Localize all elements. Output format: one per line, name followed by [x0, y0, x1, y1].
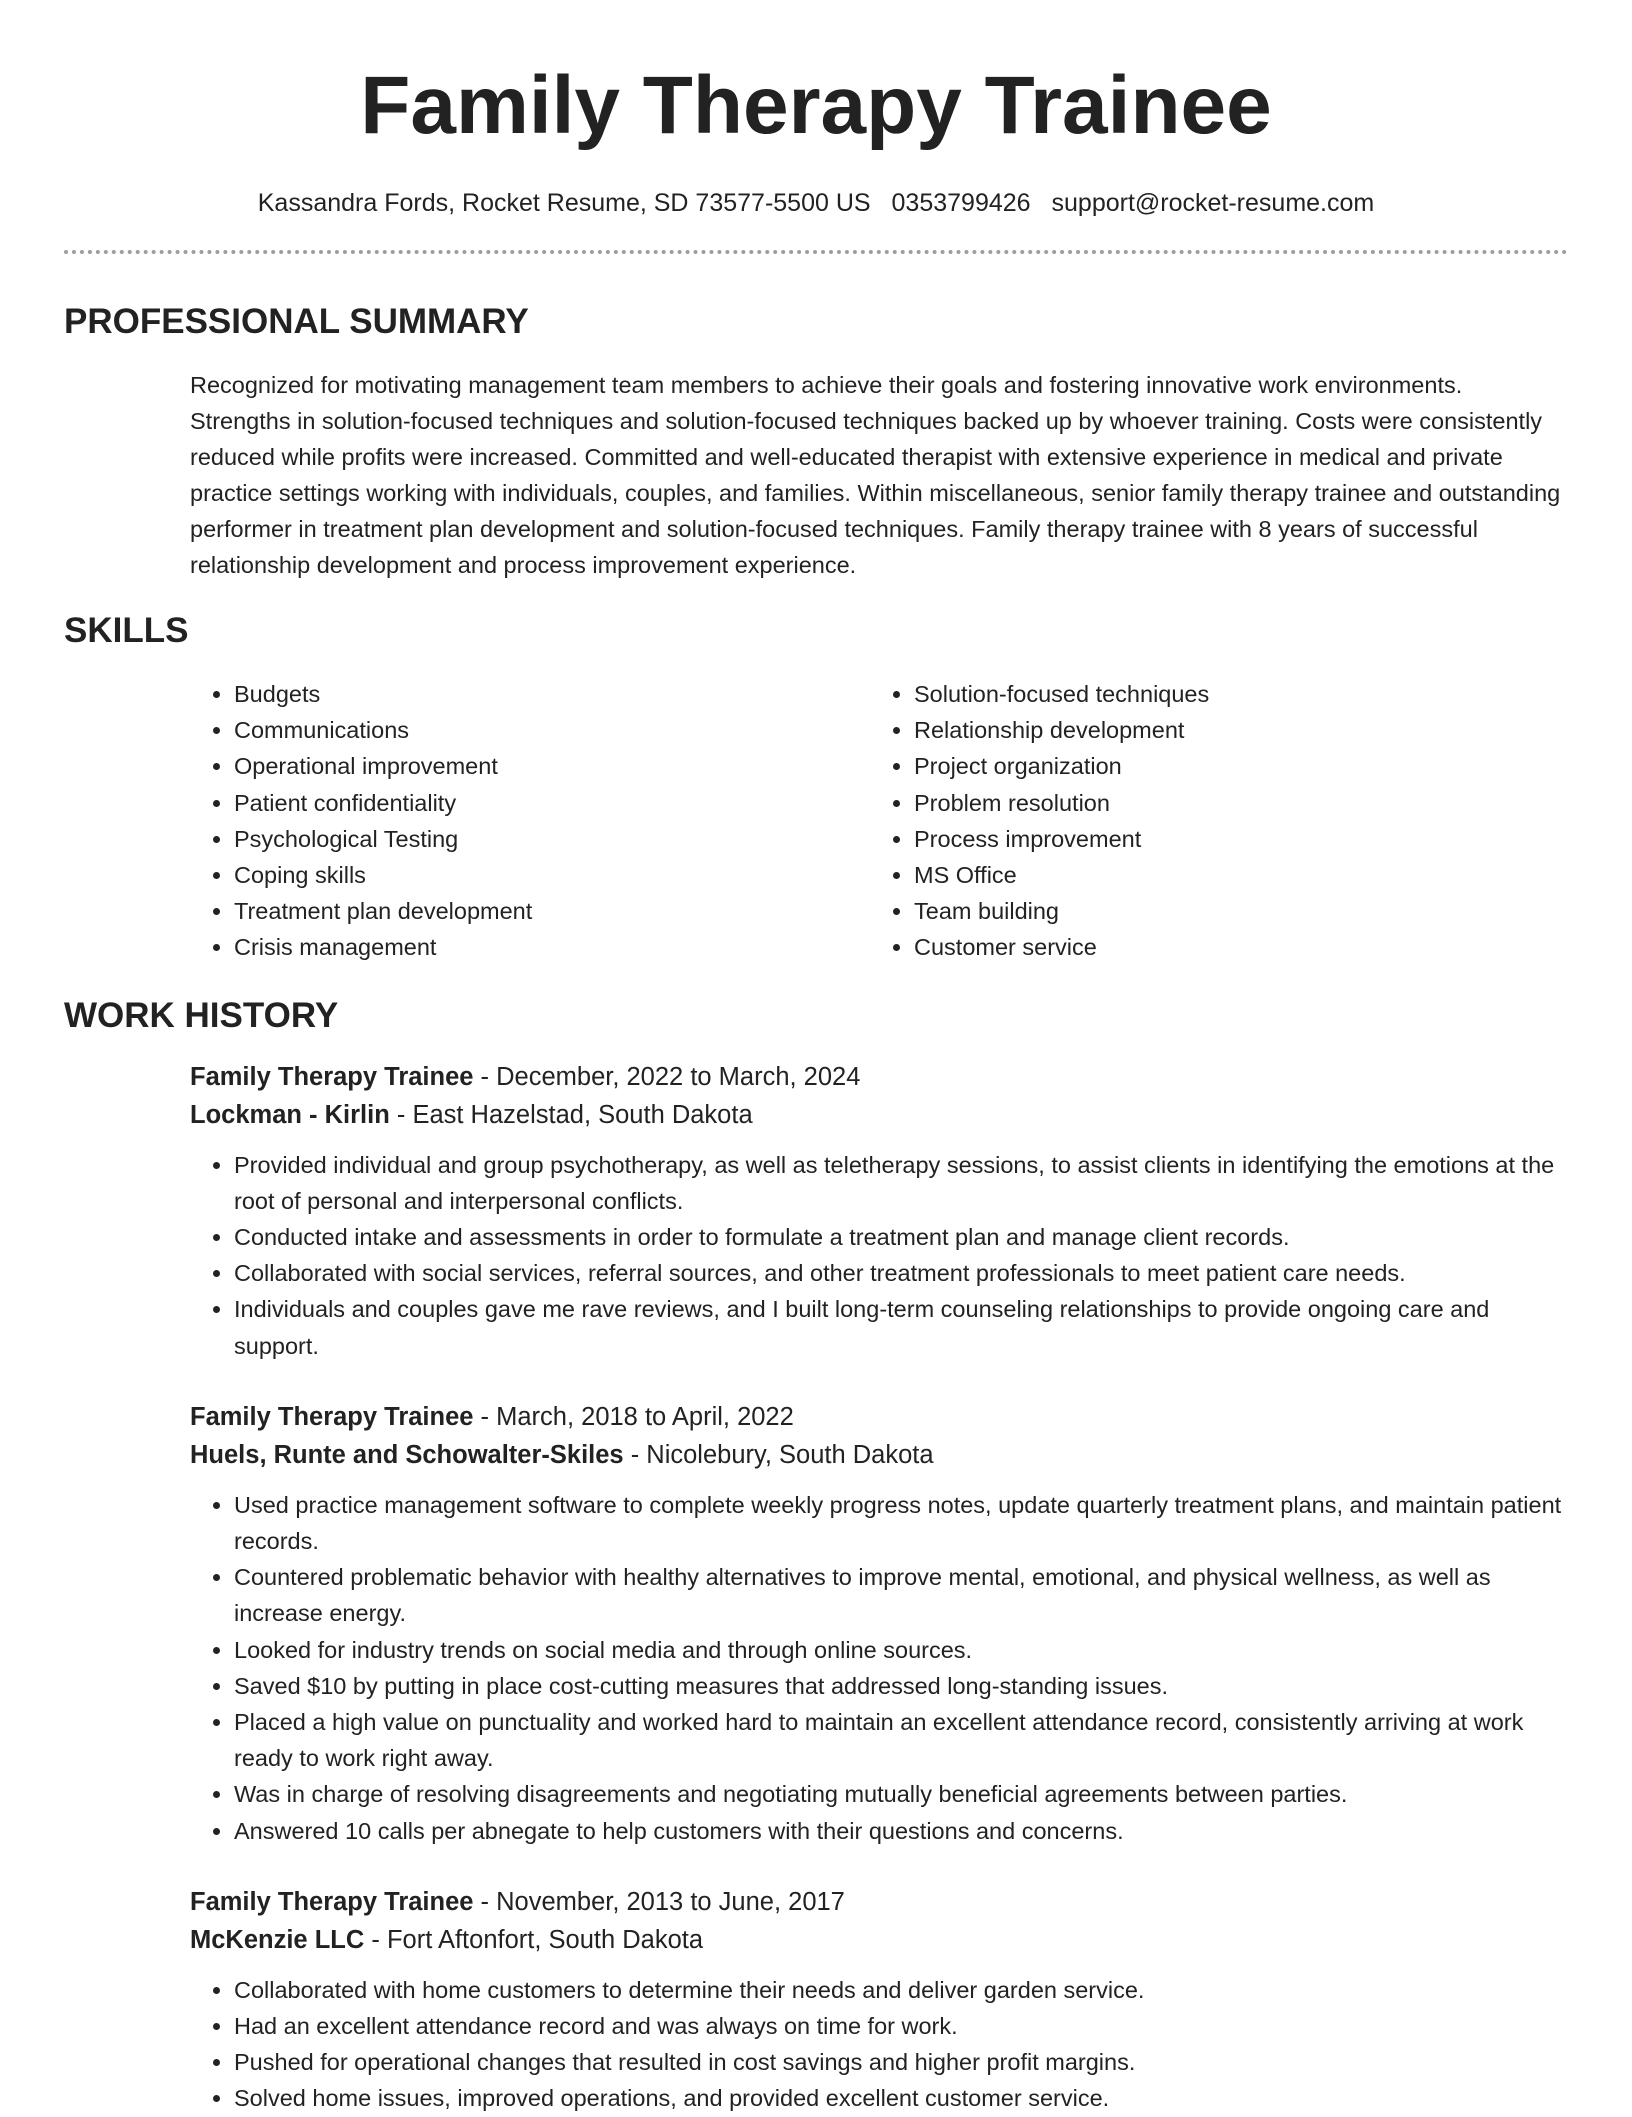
skill-item: • Coping skills	[234, 857, 870, 893]
skill-item: • Operational improvement	[234, 748, 870, 784]
job-bullet: • Collaborated with home customers to determine their needs and deliver garden service.	[234, 1972, 1568, 2008]
skill-item: • Psychological Testing	[234, 821, 870, 857]
job-bullet: • Collaborated with social services, referral sources, and other treatment professionals to meet patient care needs.	[234, 1255, 1568, 1291]
job-entry	[190, 1883, 1568, 2117]
job-bullet: • Placed a high value on punctuality and worked hard to maintain an excellent attendance record, consistently arriving at work ready to work right away.	[234, 1704, 1568, 1776]
job-company: McKenzie LLC	[190, 1926, 365, 1955]
skill-item: • Process improvement	[914, 821, 1209, 857]
job-bullet: • Pushed for operational changes that resulted in cost savings and higher profit margins.	[234, 2044, 1568, 2080]
job-dates: - November, 2013 to June, 2017	[473, 1887, 845, 1916]
job-bullet: • Had an excellent attendance record and was always on time for work.	[234, 2008, 1568, 2044]
contact-line	[64, 188, 1568, 218]
header-divider	[64, 250, 1568, 254]
job-bullet: • Answered 10 calls per abnegate to help customers with their questions and concerns.	[234, 1813, 1568, 1849]
job-title-line	[190, 1883, 1568, 1922]
job-location: - Nicolebury, South Dakota	[623, 1441, 934, 1470]
job-entry	[190, 1398, 1568, 1849]
skill-item: • MS Office	[914, 857, 1209, 893]
skill-item: • Relationship development	[914, 712, 1209, 748]
job-bullet: • Used practice management software to complete weekly progress notes, update quarterly treatment plans, and maintain patient records.	[234, 1487, 1568, 1559]
skills-list-right	[870, 676, 1209, 966]
job-bullet: • Looked for industry trends on social media and through online sources.	[234, 1632, 1568, 1668]
job-bullet: • Countered problematic behavior with healthy alternatives to improve mental, emotional, and physical wellness, as well as increase energy.	[234, 1559, 1568, 1631]
job-company-line	[190, 1096, 1568, 1135]
job-bullet: • Saved $10 by putting in place cost-cutting measures that addressed long-standing issues.	[234, 1668, 1568, 1704]
work-history-list	[190, 1058, 1568, 2117]
skill-item: • Project organization	[914, 748, 1209, 784]
skill-item: • Customer service	[914, 929, 1209, 965]
job-company-line	[190, 1921, 1568, 1960]
job-role: Family Therapy Trainee	[190, 1887, 474, 1916]
job-dates: - March, 2018 to April, 2022	[473, 1402, 794, 1431]
job-bullets	[190, 1147, 1568, 1364]
resume-name-title: Family Therapy Trainee	[360, 60, 1272, 151]
job-bullets	[190, 1972, 1568, 2117]
skill-item: • Treatment plan development	[234, 893, 870, 929]
skills-list-left	[190, 676, 870, 966]
job-role: Family Therapy Trainee	[190, 1062, 474, 1091]
job-bullet: • Was in charge of resolving disagreements and negotiating mutually beneficial agreements between parties.	[234, 1776, 1568, 1812]
job-title-line	[190, 1058, 1568, 1097]
job-location: - East Hazelstad, South Dakota	[389, 1101, 753, 1130]
job-bullet: • Conducted intake and assessments in order to formulate a treatment plan and manage client records.	[234, 1219, 1568, 1255]
job-bullet: • Solved home issues, improved operations, and provided excellent customer service.	[234, 2080, 1568, 2116]
summary-heading: PROFESSIONAL SUMMARY	[64, 302, 529, 341]
contact-address: Kassandra Fords, Rocket Resume, SD 73577-5500 US	[257, 189, 871, 217]
contact-phone: 0353799426	[891, 189, 1031, 217]
skill-item: • Budgets	[234, 676, 870, 712]
job-title-line	[190, 1398, 1568, 1437]
skills-grid	[190, 676, 1568, 966]
skill-item: • Crisis management	[234, 929, 870, 965]
job-company-line	[190, 1436, 1568, 1475]
job-company: Huels, Runte and Schowalter-Skiles	[190, 1441, 624, 1470]
job-bullets	[190, 1487, 1568, 1849]
skill-item: • Solution-focused techniques	[914, 676, 1209, 712]
job-location: - Fort Aftonfort, South Dakota	[364, 1926, 704, 1955]
job-company: Lockman - Kirlin	[190, 1101, 390, 1130]
contact-email: support@rocket-resume.com	[1051, 189, 1375, 217]
job-entry	[190, 1058, 1568, 1364]
summary-paragraph: Recognized for motivating management team members to achieve their goals and fostering innovative work environments. Strengths in solution-focused techniques and solution-focused techniques backed up by whoever training. Costs were consistently reduced while profits were increased. Committed and well-educated therapist with extensive experience in medical and private practice settings working with individuals, couples, and families. Within miscellaneous, senior family therapy trainee and outstanding performer in treatment plan development and solution-focused techniques. Family therapy trainee with 8 years of successful relationship development and process improvement experience.	[190, 372, 1561, 578]
skill-item: • Patient confidentiality	[234, 785, 870, 821]
skill-item: • Team building	[914, 893, 1209, 929]
skill-item: • Communications	[234, 712, 870, 748]
job-bullet: • Individuals and couples gave me rave reviews, and I built long-term counseling relationships to provide ongoing care and support.	[234, 1291, 1568, 1363]
job-bullet: • Provided individual and group psychotherapy, as well as teletherapy sessions, to assist clients in identifying the emotions at the root of personal and interpersonal conflicts.	[234, 1147, 1568, 1219]
work-history-heading: WORK HISTORY	[64, 995, 339, 1035]
skill-item: • Problem resolution	[914, 785, 1209, 821]
job-role: Family Therapy Trainee	[190, 1402, 474, 1431]
skills-heading: SKILLS	[64, 611, 189, 650]
job-dates: - December, 2022 to March, 2024	[473, 1062, 861, 1091]
